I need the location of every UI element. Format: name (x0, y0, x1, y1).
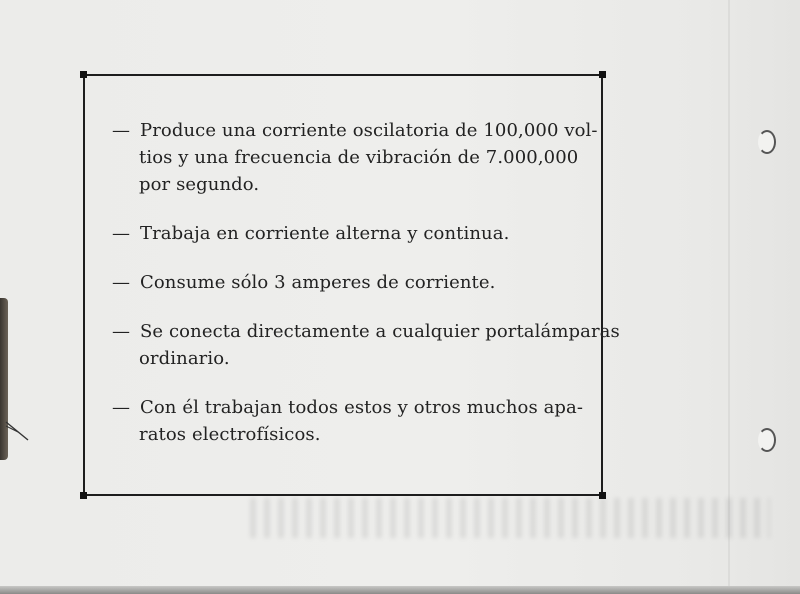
item-line: por segundo. (139, 174, 260, 195)
dash: — (112, 397, 131, 418)
item-text: Produce una corriente oscilatoria de 100,000 vol- (140, 120, 598, 141)
bleed-through-text (250, 498, 770, 538)
item-line (112, 269, 578, 296)
list-item (112, 220, 578, 247)
device-arm (0, 418, 30, 448)
device-illustration-fragment (0, 298, 10, 460)
frame-corner-top-right (599, 71, 606, 78)
item-text: Trabaja en corriente alterna y continua. (140, 223, 510, 244)
binder-hole-bottom (758, 428, 776, 452)
page-bottom-edge (0, 586, 800, 594)
dash: — (112, 120, 131, 141)
list-item (112, 269, 578, 296)
dash: — (112, 321, 131, 342)
frame-corner-top-left (80, 71, 87, 78)
feature-list (112, 117, 620, 470)
item-text: Con él trabajan todos estos y otros muchos apa- (140, 397, 584, 418)
list-item (112, 394, 584, 448)
dash: — (112, 272, 131, 293)
item-line (112, 394, 584, 421)
item-line: tios y una frecuencia de vibración de 7.000,000 (139, 147, 579, 168)
frame-corner-bottom-left (80, 492, 87, 499)
item-line: ordinario. (139, 348, 230, 369)
item-line (112, 318, 620, 345)
binder-hole-top (758, 130, 776, 154)
item-line (112, 220, 578, 247)
list-item (112, 318, 620, 372)
dash: — (112, 223, 131, 244)
item-text: Consume sólo 3 amperes de corriente. (140, 272, 496, 293)
frame-corner-bottom-right (599, 492, 606, 499)
item-line: ratos electrofísicos. (139, 424, 321, 445)
item-line (112, 117, 598, 144)
item-text: Se conecta directamente a cualquier portalámparas (140, 321, 620, 342)
list-item (112, 117, 598, 198)
